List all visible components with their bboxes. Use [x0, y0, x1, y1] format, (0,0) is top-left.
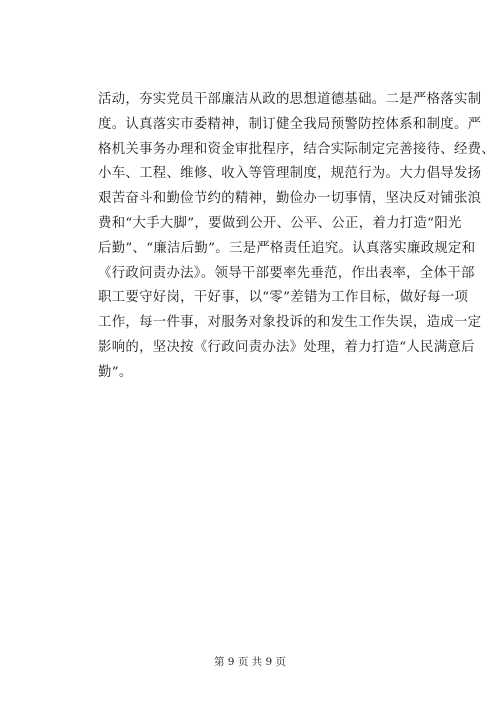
text-line: 工作，每一件事，对服务对象投诉的和发生工作失误，造成一定 — [98, 315, 482, 331]
text-line: 度。认真落实市委精神，制订健全我局预警防控体系和制度。严 — [98, 116, 482, 132]
body-paragraph — [98, 88, 496, 386]
text-line: 后勤”、“廉洁后勤”。三是严格责任追究。认真落实廉政规定和 — [98, 240, 476, 256]
text-line: 格机关事务办理和资金审批程序，结合实际制定完善接待、经费、 — [98, 141, 496, 157]
text-line: 费和“大手大脚”，要做到公开、公平、公正，着力打造“阳光 — [98, 215, 462, 231]
text-line: 艰苦奋斗和勤俭节约的精神，勤俭办一切事情，坚决反对铺张浪 — [98, 191, 482, 207]
text-line: 影响的，坚决按《行政问责办法》处理，着力打造“人民满意后 — [98, 339, 475, 355]
page-number-footer: 第 9 页 共 9 页 — [213, 656, 287, 668]
text-line: 活动，夯实党员干部廉洁从政的思想道德基础。二是严格落实制 — [98, 92, 482, 107]
text-line: 《行政问责办法》。领导干部要率先垂范，作出表率，全体干部 — [98, 265, 475, 281]
text-line: 勤”。 — [98, 364, 133, 380]
text-line: 职工要守好岗，干好事，以“零”差错为工作目标，做好每一项 — [98, 290, 469, 306]
text-line: 小车、工程、维修、收入等管理制度，规范行为。大力倡导发扬 — [98, 166, 482, 182]
